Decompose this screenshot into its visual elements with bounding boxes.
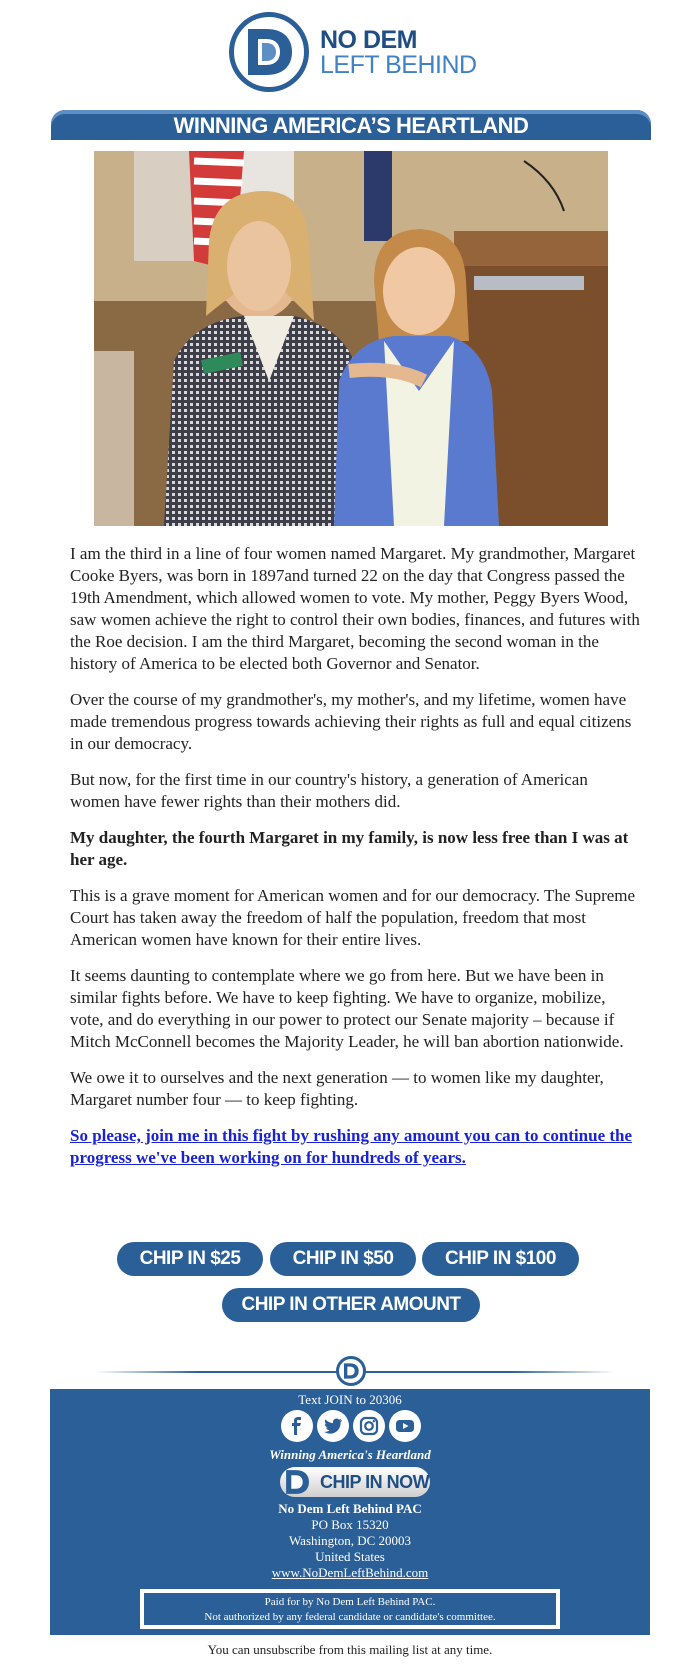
footer (50, 1389, 650, 1664)
social-links (281, 1410, 421, 1442)
website-link[interactable]: www.NoDemLeftBehind.com (271, 1565, 429, 1580)
youtube-icon[interactable] (389, 1410, 421, 1442)
paragraph-bold: My daughter, the fourth Margaret in my family, is now less free than I was at her age. (70, 828, 629, 869)
instagram-icon[interactable] (353, 1410, 385, 1442)
logo-wordmark (320, 28, 477, 78)
paragraph: I am the third in a line of four women named Margaret. My grandmother, Margaret Cooke Byers, was born in 1897and turned 22 on the day that Congress passed the 19th Amendment, which allowed women to vote. My mother, Peggy Byers Wood, saw women achieve the right to control their own bodies, finances, and futures with the Roe decision. I am the third Margaret, becoming the second woman in the history of America to be elected both Governor and Senator. (70, 544, 640, 673)
logo-d-icon[interactable] (229, 12, 309, 92)
divider-d-icon (336, 1356, 366, 1386)
po-box: PO Box 15320 (311, 1517, 389, 1532)
logo-line-2: LEFT BEHIND (320, 51, 477, 79)
unsubscribe-text: You can unsubscribe from this mailing list at any time. (50, 1635, 650, 1664)
pac-name: No Dem Left Behind PAC (278, 1501, 422, 1516)
chip-in-now-button[interactable] (280, 1467, 430, 1497)
paid-for-disclaimer (140, 1589, 560, 1629)
facebook-icon[interactable] (281, 1410, 313, 1442)
paragraph: It seems daunting to contemplate where we go from here. But we have been in similar fights before. We have to keep fighting. We have to organize, mobilize, vote, and do everything in our power to protect our Senate majority – because if Mitch McConnell becomes the Majority Leader, he will ban abortion nationwide. (70, 966, 624, 1051)
paragraph: This is a grave moment for American women and for our democracy. The Supreme Court has taken away the freedom of half the population, freedom that most American women have known for their entire lives. (70, 886, 636, 949)
email-header (0, 0, 700, 110)
chip-now-d-icon (282, 1468, 312, 1496)
chip-in-50-button[interactable]: CHIP IN $50 (270, 1242, 416, 1276)
country-line: United States (315, 1549, 385, 1564)
chip-in-100-button[interactable]: CHIP IN $100 (422, 1242, 579, 1276)
paragraph: Over the course of my grandmother's, my mother's, and my lifetime, women have made tremendous progress towards achieving their rights as full and equal citizens in our democracy. (70, 690, 632, 753)
text-join: Text JOIN to 20306 (298, 1392, 402, 1407)
footer-tagline: Winning America's Heartland (269, 1447, 431, 1462)
logo-line-1: NO DEM (320, 26, 417, 54)
donate-cta-link[interactable]: So please, join me in this fight by rushing any amount you can to continue the progress we've been working on for hundreds of years. (70, 1126, 633, 1167)
paragraph: But now, for the first time in our country's history, a generation of American women have fewer rights than their mothers did. (70, 770, 588, 811)
heartland-banner: WINNING AMERICA’S HEARTLAND (51, 110, 651, 140)
hero-photo (94, 151, 608, 526)
chip-in-25-button[interactable]: CHIP IN $25 (117, 1242, 263, 1276)
city-line: Washington, DC 20003 (288, 1533, 412, 1548)
chip-in-now-label: CHIP IN NOW (320, 1472, 430, 1492)
chip-in-other-button[interactable]: CHIP IN OTHER AMOUNT (222, 1288, 480, 1322)
twitter-icon[interactable] (317, 1410, 349, 1442)
disclaimer-line-2: Not authorized by any federal candidate or candidate's committee. (204, 1611, 496, 1623)
disclaimer-line-1: Paid for by No Dem Left Behind PAC. (264, 1596, 436, 1608)
mailing-address (50, 1501, 650, 1581)
paragraph: We owe it to ourselves and the next generation — to women like my daughter, Margaret number four — to keep fighting. (70, 1068, 604, 1109)
letter-body (70, 543, 640, 1169)
